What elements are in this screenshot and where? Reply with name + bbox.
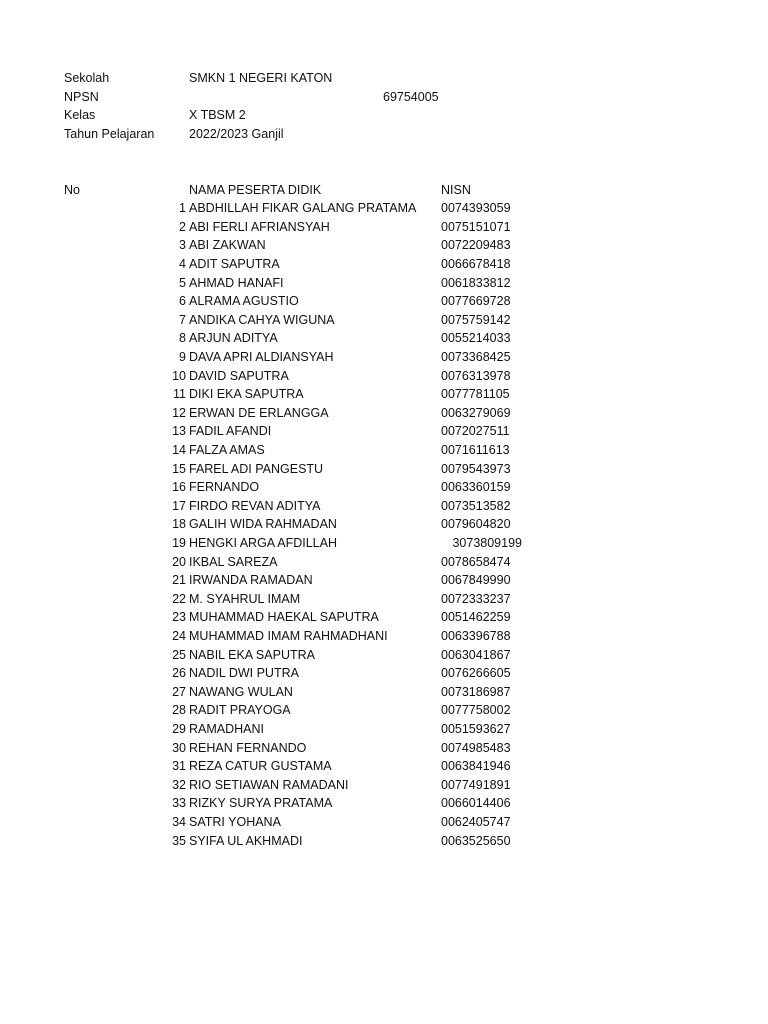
row-number: 32 xyxy=(172,777,186,792)
student-nisn: 0063279069 xyxy=(441,405,511,420)
student-nisn: 0075759142 xyxy=(441,312,511,327)
table-row xyxy=(0,292,768,311)
student-nisn: 0071611613 xyxy=(441,443,510,457)
student-nisn: 0078658474 xyxy=(441,554,511,569)
student-name: ABI FERLI AFRIANSYAH xyxy=(189,219,330,234)
student-name: SATRI YOHANA xyxy=(189,815,281,829)
student-nisn: 0076266605 xyxy=(441,666,511,681)
row-number: 28 xyxy=(172,703,186,718)
table-row xyxy=(0,683,768,702)
table-row xyxy=(0,441,768,460)
student-name: IKBAL SAREZA xyxy=(189,554,278,569)
table-row xyxy=(0,553,768,572)
student-nisn: 0063525650 xyxy=(441,833,511,848)
table-row xyxy=(0,571,768,590)
table-row xyxy=(0,329,768,348)
student-name: ANDIKA CAHYA WIGUNA xyxy=(189,312,335,327)
row-number: 5 xyxy=(179,275,186,290)
row-number: 8 xyxy=(179,331,186,346)
table-row xyxy=(0,608,768,627)
student-name: ABI ZAKWAN xyxy=(189,238,266,253)
student-name: ADIT SAPUTRA xyxy=(189,257,280,271)
row-number: 6 xyxy=(179,294,186,309)
student-nisn: 0055214033 xyxy=(441,331,511,346)
student-nisn: 0074985483 xyxy=(441,740,511,755)
student-name: FIRDO REVAN ADITYA xyxy=(189,498,321,513)
table-row xyxy=(0,794,768,813)
table-row xyxy=(0,720,768,739)
row-number: 17 xyxy=(172,498,186,513)
student-nisn: 0076313978 xyxy=(441,368,511,383)
table-row xyxy=(0,478,768,497)
row-number: 26 xyxy=(172,666,186,681)
student-nisn: 0074393059 xyxy=(441,201,511,216)
student-name: DIKI EKA SAPUTRA xyxy=(189,387,304,402)
student-nisn: 0077669728 xyxy=(441,294,511,309)
table-row xyxy=(0,832,768,851)
student-name: HENGKI ARGA AFDILLAH xyxy=(189,536,337,550)
student-name: FAREL ADI PANGESTU xyxy=(189,461,324,476)
row-number: 29 xyxy=(172,722,186,736)
row-number: 31 xyxy=(172,759,186,774)
student-name: MUHAMMAD HAEKAL SAPUTRA xyxy=(189,610,379,625)
npsn-value: 69754005 xyxy=(383,89,439,104)
table-row xyxy=(0,274,768,293)
student-nisn: 0066678418 xyxy=(441,257,511,271)
row-number: 11 xyxy=(173,387,186,402)
table-row xyxy=(0,701,768,720)
student-nisn: 0079604820 xyxy=(441,517,511,532)
table-row xyxy=(0,646,768,665)
student-name: M. SYAHRUL IMAM xyxy=(189,591,301,606)
student-name: FALZA AMAS xyxy=(189,443,265,457)
student-name: FERNANDO xyxy=(189,480,260,495)
table-row xyxy=(0,255,768,274)
student-nisn: 0077491891 xyxy=(441,777,511,792)
table-row xyxy=(0,367,768,386)
row-number: 14 xyxy=(172,443,186,457)
student-name: REZA CATUR GUSTAMA xyxy=(189,759,332,774)
column-header-name: NAMA PESERTA DIDIK xyxy=(189,182,322,197)
student-nisn: 0079543973 xyxy=(441,461,511,476)
row-number: 30 xyxy=(172,740,186,755)
student-name: NABIL EKA SAPUTRA xyxy=(189,647,315,662)
student-nisn: 0066014406 xyxy=(441,796,511,811)
student-nisn: 0063360159 xyxy=(441,480,511,495)
student-name: ARJUN ADITYA xyxy=(189,331,278,346)
table-row xyxy=(0,497,768,516)
row-number: 18 xyxy=(172,517,186,532)
row-number: 4 xyxy=(179,257,186,271)
table-row xyxy=(0,218,768,237)
row-number: 24 xyxy=(172,629,186,643)
student-name: REHAN FERNANDO xyxy=(189,740,307,755)
student-nisn: 0073186987 xyxy=(441,684,511,699)
student-name: MUHAMMAD IMAM RAHMADHANI xyxy=(189,629,388,643)
row-number: 33 xyxy=(172,796,186,811)
student-nisn: 3073809199 xyxy=(452,536,522,550)
row-number: 34 xyxy=(172,815,186,829)
row-number: 35 xyxy=(172,833,186,848)
student-name: DAVA APRI ALDIANSYAH xyxy=(189,350,334,364)
student-name: ERWAN DE ERLANGGA xyxy=(189,405,329,420)
student-nisn: 0067849990 xyxy=(441,573,511,588)
student-name: RADIT PRAYOGA xyxy=(189,703,291,718)
sekolah-value: SMKN 1 NEGERI KATON xyxy=(189,71,333,85)
student-name: GALIH WIDA RAHMADAN xyxy=(189,517,337,532)
table-row xyxy=(0,348,768,367)
table-row xyxy=(0,311,768,330)
npsn-label: NPSN xyxy=(64,89,99,104)
student-name: FADIL AFANDI xyxy=(189,424,272,439)
row-number: 21 xyxy=(172,573,186,588)
table-row xyxy=(0,515,768,534)
table-row xyxy=(0,590,768,609)
row-number: 19 xyxy=(172,536,186,550)
student-name: SYIFA UL AKHMADI xyxy=(189,833,303,848)
student-nisn: 0072027511 xyxy=(441,424,510,439)
table-row xyxy=(0,664,768,683)
tahun-pelajaran-value: 2022/2023 Ganjil xyxy=(189,126,284,141)
row-number: 12 xyxy=(172,405,186,420)
row-number: 13 xyxy=(172,424,186,439)
student-name: RIZKY SURYA PRATAMA xyxy=(189,796,333,811)
table-row xyxy=(0,385,768,404)
student-nisn: 0051462259 xyxy=(441,610,511,625)
student-nisn: 0063041867 xyxy=(441,647,511,662)
table-row xyxy=(0,757,768,776)
row-number: 16 xyxy=(172,480,186,495)
student-name: AHMAD HANAFI xyxy=(189,275,284,290)
table-row xyxy=(0,422,768,441)
row-number: 27 xyxy=(172,684,186,699)
table-row xyxy=(0,739,768,758)
student-nisn: 0051593627 xyxy=(441,722,511,736)
student-nisn: 0077758002 xyxy=(441,703,511,718)
student-nisn: 0077781105 xyxy=(441,387,510,402)
table-row xyxy=(0,776,768,795)
kelas-label: Kelas xyxy=(64,108,96,123)
row-number: 15 xyxy=(172,461,186,476)
student-nisn: 0061833812 xyxy=(441,275,511,290)
table-row xyxy=(0,236,768,255)
table-row xyxy=(0,460,768,479)
row-number: 10 xyxy=(172,368,186,383)
row-number: 22 xyxy=(172,591,186,606)
row-number: 9 xyxy=(179,350,186,364)
row-number: 3 xyxy=(179,238,186,253)
row-number: 25 xyxy=(172,647,186,662)
tahun-pelajaran-label: Tahun Pelajaran xyxy=(64,126,155,141)
student-name: IRWANDA RAMADAN xyxy=(189,573,313,588)
table-row xyxy=(0,627,768,646)
student-name: RAMADHANI xyxy=(189,722,265,736)
column-header-nisn: NISN xyxy=(441,182,471,197)
student-name: DAVID SAPUTRA xyxy=(189,368,289,383)
student-nisn: 0073513582 xyxy=(441,498,511,513)
student-nisn: 0062405747 xyxy=(441,815,511,829)
sekolah-label: Sekolah xyxy=(64,71,110,85)
student-name: RIO SETIAWAN RAMADANI xyxy=(189,777,349,792)
student-name: ALRAMA AGUSTIO xyxy=(189,294,299,309)
student-name: ABDHILLAH FIKAR GALANG PRATAMA xyxy=(189,201,417,216)
row-number: 23 xyxy=(172,610,186,625)
student-nisn: 0072209483 xyxy=(441,238,511,253)
student-name: NADIL DWI PUTRA xyxy=(189,666,299,681)
table-row xyxy=(0,534,768,553)
student-nisn: 0063841946 xyxy=(441,759,511,774)
table-row xyxy=(0,199,768,218)
table-row xyxy=(0,813,768,832)
row-number: 1 xyxy=(179,201,186,216)
row-number: 2 xyxy=(179,219,186,234)
row-number: 20 xyxy=(172,554,186,569)
student-nisn: 0073368425 xyxy=(441,350,511,364)
kelas-value: X TBSM 2 xyxy=(189,108,246,123)
table-row xyxy=(0,404,768,423)
column-header-no: No xyxy=(64,182,80,197)
student-nisn: 0075151071 xyxy=(441,219,511,234)
student-nisn: 0072333237 xyxy=(441,591,511,606)
student-nisn: 0063396788 xyxy=(441,629,511,643)
student-name: NAWANG WULAN xyxy=(189,684,293,699)
row-number: 7 xyxy=(179,312,186,327)
